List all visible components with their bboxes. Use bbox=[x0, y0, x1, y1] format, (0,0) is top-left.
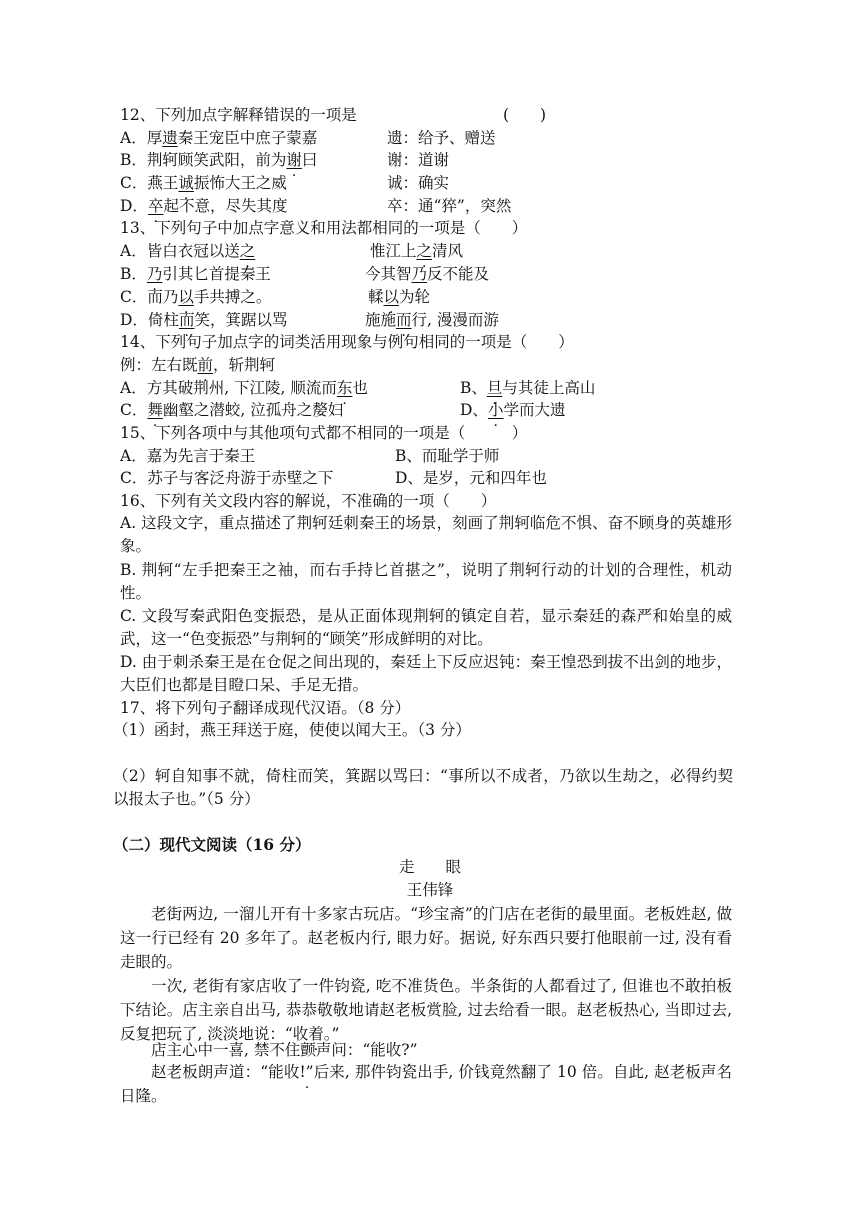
q13-option-a-left: A．皆白衣冠以送之 bbox=[120, 242, 256, 260]
q14-option-d: D、小学而大遗 bbox=[460, 401, 566, 419]
q12-option-a-explanation: 遗：给予、赠送 bbox=[387, 129, 496, 147]
q17-stem: 17、将下列句子翻译成现代汉语。（8 分） bbox=[120, 699, 411, 717]
article-paragraph-4: 赵老板朗声道：“能收!”后来, 那件钧瓷出手, 价钱竟然翻了 10 倍。自此, 赵老板声名日隆。 bbox=[120, 1063, 732, 1105]
q12-stem: 12、下列加点字解释错误的一项是 bbox=[120, 106, 357, 124]
q13-option-b-left: B．乃引其匕首提秦王 bbox=[120, 265, 271, 283]
q12-option-d: D．卒起不意，尽失其度 bbox=[120, 197, 288, 215]
q15-option-c: C．苏子与客泛舟游于赤壁之下 bbox=[120, 469, 334, 487]
q16-option-c: C. 文段写秦武阳色变振恐，是从正面体现荆轲的镇定自若，显示秦廷的森严和始皇的威武，这一“色变振恐”与荆轲的“顾笑”形成鲜明的对比。 bbox=[120, 607, 732, 648]
q12-option-b-explanation: 谢：道谢 bbox=[387, 151, 450, 169]
q12-answer-paren: ( ) bbox=[503, 106, 547, 124]
q14-option-c: C．舞幽壑之潜蛟, 泣孤舟之嫠妇 bbox=[120, 401, 344, 419]
q14-example: 例：左右既前，斩荆轲 bbox=[120, 356, 276, 374]
q17-sentence-1: （1）函封，燕王拜送于庭，使使以闻大王。（3 分） bbox=[113, 721, 471, 739]
q12-option-d-explanation: 卒：通“猝”，突然 bbox=[387, 197, 512, 215]
q14-stem: 14、下列句子加点字的词类活用现象与例句相同的一项是（ ） bbox=[120, 333, 574, 351]
q15-stem: 15、下列各项中与其他项句式都不相同的一项是（ ） bbox=[120, 424, 528, 442]
q13-option-b-right: 今其智乃反不能及 bbox=[365, 265, 490, 283]
q14-option-b: B、旦与其徒上高山 bbox=[460, 379, 596, 397]
q12-option-a: A．厚遗秦王宠臣中庶子蒙嘉 bbox=[120, 129, 318, 147]
q13-option-c-left: C．而乃以手共搏之。 bbox=[120, 288, 272, 306]
q16-option-d: D. 由于刺杀秦王是在仓促之间出现的，秦廷上下反应迟钝：秦王惶恐到拔不出剑的地步，大臣们也都是目瞪口呆、手足无措。 bbox=[120, 653, 732, 694]
article-paragraph-2: 一次, 老街有家店收了一件钧瓷, 吃不准货色。半条街的人都看过了, 但谁也不敢拍板下结论。店主亲自出马, 恭恭敬敬地请赵老板赏脸, 过去给看一眼。赵老板热心, 当即过去, 反复把玩了, 淡淡地说：“收着。” bbox=[120, 977, 732, 1043]
article-author: 王伟锋 bbox=[406, 881, 454, 899]
q12-option-c-explanation: 诚：确实 bbox=[387, 174, 450, 192]
q15-option-d: D、是岁，元和四年也 bbox=[395, 469, 547, 487]
q16-stem: 16、下列有关文段内容的解说，不准确的一项（ ） bbox=[120, 492, 497, 510]
q14-option-a: A．方其破荆州, 下江陵, 顺流而东也 bbox=[120, 379, 368, 397]
q12-option-c: C．燕王诚振怖大王之威 bbox=[120, 174, 287, 192]
q15-option-b: B、而耻学于师 bbox=[395, 447, 500, 465]
article-title: 走 眼 bbox=[398, 858, 461, 876]
article-paragraph-3: 店主心中一喜, 禁不住颤声问：“能收?” bbox=[151, 1041, 418, 1059]
q13-option-d-left: D．倚柱而笑，箕踞以骂 bbox=[120, 311, 288, 329]
q13-option-d-right: 施施而行, 漫漫而游 bbox=[365, 311, 499, 329]
q17-sentence-2: （2）轲自知事不就，倚柱而笑，箕踞以骂曰：“事所以不成者，乃欲以生劫之，必得约契以报太子也。”（5 分） bbox=[113, 767, 733, 808]
q13-option-a-right: 惟江上之清风 bbox=[370, 242, 464, 260]
q13-stem: 13、下列句子中加点字意义和用法都相同的一项是（ ） bbox=[120, 219, 528, 237]
q16-option-b: B. 荆轲“左手把秦王之袖，而右手持匕首揕之”，说明了荆轲行动的计划的合理性，机动性。 bbox=[120, 561, 732, 602]
section-heading: （二）现代文阅读（16 分） bbox=[113, 835, 311, 854]
q15-option-a: A．嘉为先言于秦王 bbox=[120, 447, 256, 465]
article-paragraph-1: 老街两边, 一溜儿开有十多家古玩店。“珍宝斋”的门店在老街的最里面。老板姓赵, 做这一行已经有 20 多年了。赵老板内行, 眼力好。据说, 好东西只要打他眼前一过, 没有看走眼的。 bbox=[120, 905, 732, 971]
q16-option-a: A. 这段文字，重点描述了荆轲廷刺秦王的场景，刻画了荆轲临危不惧、奋不顾身的英雄形象。 bbox=[120, 514, 732, 555]
q12-option-b: B．荆轲顾笑武阳，前为谢曰 bbox=[120, 151, 318, 169]
q13-option-c-right: 輮以为轮 bbox=[368, 288, 431, 306]
